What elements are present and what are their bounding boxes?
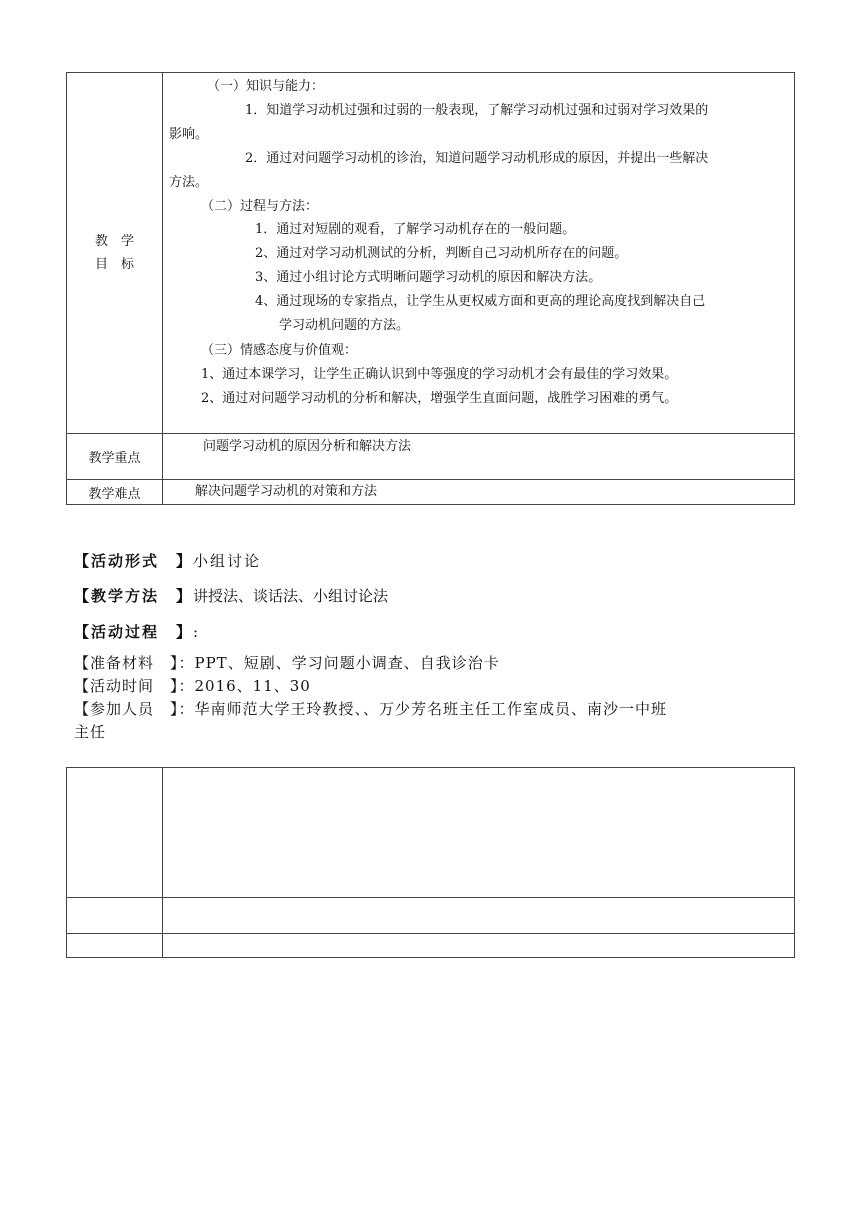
s1-title: （一）知识与能力： xyxy=(207,79,325,94)
goal-label-cell xyxy=(67,73,163,434)
s2-item3: 3、通过小组讨论方式明晰问题学习动机的原因和解决方法。 xyxy=(255,270,602,285)
s1-item1-line2: 影响。 xyxy=(169,127,209,142)
participants-line2: 主任 xyxy=(74,723,107,741)
s3-item2: 2、通过对问题学习动机的分析和解决，增强学生直面问题，战胜学习困难的勇气。 xyxy=(201,391,678,406)
method-label: 【教学方法 】 xyxy=(74,587,194,605)
process-label: 【活动过程 】 xyxy=(74,623,194,641)
s3-title: （三）情感态度与价值观： xyxy=(201,343,358,358)
empty-content-cell-2 xyxy=(163,898,795,934)
s2-item1: 1．通过对短剧的观看，了解学习动机存在的一般问题。 xyxy=(255,222,576,237)
focus-cell xyxy=(163,434,795,480)
focus-label: 教学重点 xyxy=(67,434,163,480)
method-row xyxy=(74,585,388,606)
empty-content-cell-3 xyxy=(163,934,795,958)
s1-item2-line2: 方法。 xyxy=(169,175,209,190)
time-line: 【活动时间 】：2016、11、30 xyxy=(74,677,311,695)
difficulty-cell xyxy=(163,480,795,505)
empty-label-cell-1 xyxy=(67,768,163,898)
s1-item2-line1: 2．通过对问题学习动机的诊治，知道问题学习动机形成的原因，并提出一些解决 xyxy=(245,151,709,166)
s1-item1-line1: 1．知道学习动机过强和过弱的一般表现，了解学习动机过强和过弱对学习效果的 xyxy=(245,103,709,118)
activity-form-label: 【活动形式 】 xyxy=(74,552,194,570)
goal-label-line2: 目 标 xyxy=(94,257,134,272)
s2-title: （二）过程与方法： xyxy=(201,199,319,214)
activity-form-value: 小组讨论 xyxy=(193,552,262,570)
difficulty-text: 解决问题学习动机的对策和方法 xyxy=(195,484,378,499)
s3-item1: 1、通过本课学习，让学生正确认识到中等强度的学习动机才会有最佳的学习效果。 xyxy=(201,367,678,382)
method-value: 讲授法、谈话法、小组讨论法 xyxy=(193,587,389,605)
goal-content-cell xyxy=(163,73,795,434)
empty-table xyxy=(66,767,795,958)
goal-label-line1: 教 学 xyxy=(94,234,134,249)
s2-item2: 2、通过对学习动机测试的分析，判断自己习动机所存在的问题。 xyxy=(255,246,628,261)
empty-label-cell-2 xyxy=(67,898,163,934)
empty-content-cell-1 xyxy=(163,768,795,898)
activity-form-row xyxy=(74,550,261,571)
process-row xyxy=(74,621,198,642)
s2-item4-line1: 4、通过现场的专家指点，让学生从更权威方面和更高的理论高度找到解决自己 xyxy=(255,294,706,309)
materials-line: 【准备材料 】：PPT、短剧、学习问题小调查、自我诊治卡 xyxy=(74,654,500,672)
focus-text: 问题学习动机的原因分析和解决方法 xyxy=(203,439,412,454)
process-suffix: : xyxy=(193,623,199,641)
difficulty-label: 教学难点 xyxy=(67,480,163,505)
s2-item4-line2: 学习动机问题的方法。 xyxy=(279,318,410,333)
objectives-table xyxy=(66,72,795,505)
participants-line1: 【参加人员 】：华南师范大学王玲教授、、万少芳名班主任工作室成员、南沙一中班 xyxy=(74,700,668,718)
empty-label-cell-3 xyxy=(67,934,163,958)
